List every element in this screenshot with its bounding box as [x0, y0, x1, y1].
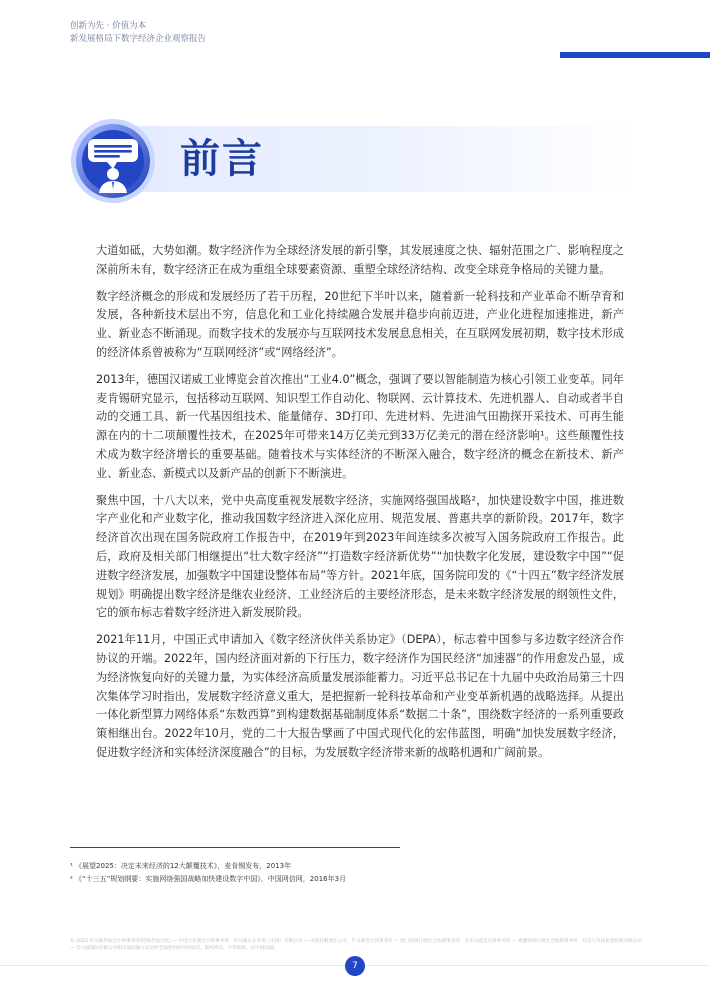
paragraph: 聚焦中国，十八大以来，党中央高度重视发展数字经济，实施网络强国战略²，加快建设数字中国，推进数字产业化和产业数字化，推动我国数字经济进入深化应用、规范发展、普惠共享的新阶段。2017年，数字经济首次出现在国务院政府工作报告中，在2019年到2023年间连续多次被写入国务院政府工作报告。此后，政府及相关部门相继提出“壮大数字经济”“打造数字经济新优势”“加快数字化发展，建设数字中国”“促进数字经济发展，加强数字中国建设整体布局”等方针。2021年底，国务院印发的《“十四五”数字经济发展规划》明确提出数字经济是继农业经济、工业经济后的主要经济形态，是未来数字经济发展的纲领性文件，它的颁布标志着数字经济进入新发展阶段。: [96, 493, 624, 620]
preface-body: [96, 242, 624, 771]
paragraph: 数字经济概念的形成和发展经历了若干历程，20世纪下半叶以来，随着新一轮科技和产业革命不断孕育和发展，各种新技术层出不穷，信息化和工业化持续融合发展并稳步向前迈进，产业化进程加速推进，新产业、新业态不断涌现。而数字技术的发展亦与互联网技术发展息息相关，在互联网发展初期，数字技术形成的经济体系曾被称为“互联网经济”或“网络经济”。: [96, 289, 624, 359]
paragraph: 2021年11月，中国正式申请加入《数字经济伙伴关系协定》（DEPA），标志着中国参与多边数字经济合作协议的开端。2022年，国内经济面对新的下行压力，数字经济作为国民经济“加速器”的作用愈发凸显，成为经济恢复向好的关键力量，为实体经济高质量发展添能蓄力。习近平总书记在十九届中央政治局第三十四次集体学习时指出，发展数字经济意义重大，是把握新一轮科技革命和产业变革新机遇的战略选择。从提出一体化新型算力网络体系“东数西算”到构建数据基础制度体系“数据二十条”，围绕数字经济的一系列重要政策相继出台。2022年10月，党的二十大报告擘画了中国式现代化的宏伟蓝图，明确“加快发展数字经济，促进数字经济和实体经济深度融合”的目标，为发展数字经济带来新的战略机遇和广阔前景。: [96, 633, 624, 759]
footnotes: [70, 860, 630, 886]
page-title: 前言: [180, 136, 264, 182]
paragraph: 大道如砥，大势如潮。数字经济作为全球经济发展的新引擎，其发展速度之快、辐射范围之广、影响程度之深前所未有，数字经济正在成为重组全球要素资源、重塑全球经济结构、改变全球竞争格局的关键力量。: [96, 244, 624, 276]
header-slogan: 创新为先 · 价值为本: [70, 21, 147, 31]
running-header: [70, 20, 206, 46]
footnote: ² 《“十三五”规划纲要：实施网络强国战略加快建设数字中国》，中国网信网，2016年3月: [70, 875, 347, 883]
header-accent-bar: [560, 52, 710, 58]
page-number: 7: [345, 956, 365, 976]
footnote-divider: [70, 847, 400, 848]
footnote: ¹ 《展望2025：决定未来经济的12大颠覆技术》，麦肯锡发布，2013年: [70, 862, 292, 870]
title-band: [94, 126, 639, 192]
paragraph: 2013年，德国汉诺威工业博览会首次推出“工业4.0”概念，强调了要以智能制造为核心引领工业变革。同年麦肯锡研究显示，包括移动互联网、知识型工作自动化、物联网、云计算技术、先进机器人、自动或者半自动的交通工具、新一代基因组技术、能量储存、3D打印、先进材料、先进油气田勘探开采技术、可再生能源在内的十二项颠覆性技术，在2025年可带来14万亿美元到33万亿美元的潜在经济影响¹。这些颠覆性技术成为数字经济增长的重要基础。随着技术与实体经济的不断深入融合，数字经济的概念在新技术、新产业、新业态、新模式以及新产品的创新下不断演进。: [96, 372, 624, 480]
header-report-title: 新发展格局下数字经济企业观察报告: [70, 34, 207, 44]
presenter-speech-bubble-icon: [70, 118, 156, 204]
legal-notice: © 2023 毕马威华振会计师事务所(特殊普通合伙) — 中国合伙制会计师事务所、毕马威企业咨询（中国）有限公司 — 中国有限责任公司、毕马威会计师事务所 — 澳门特别行政区合伙制事务所，及毕马威会计师事务所 — 香港特别行政区合伙制事务所，均是与英国私营担保有限公司 — 毕马威国际有限公司相关联的独立成员所全球性组织中的成员。版权所有，不得转载。在中国印刷。: [70, 939, 642, 951]
